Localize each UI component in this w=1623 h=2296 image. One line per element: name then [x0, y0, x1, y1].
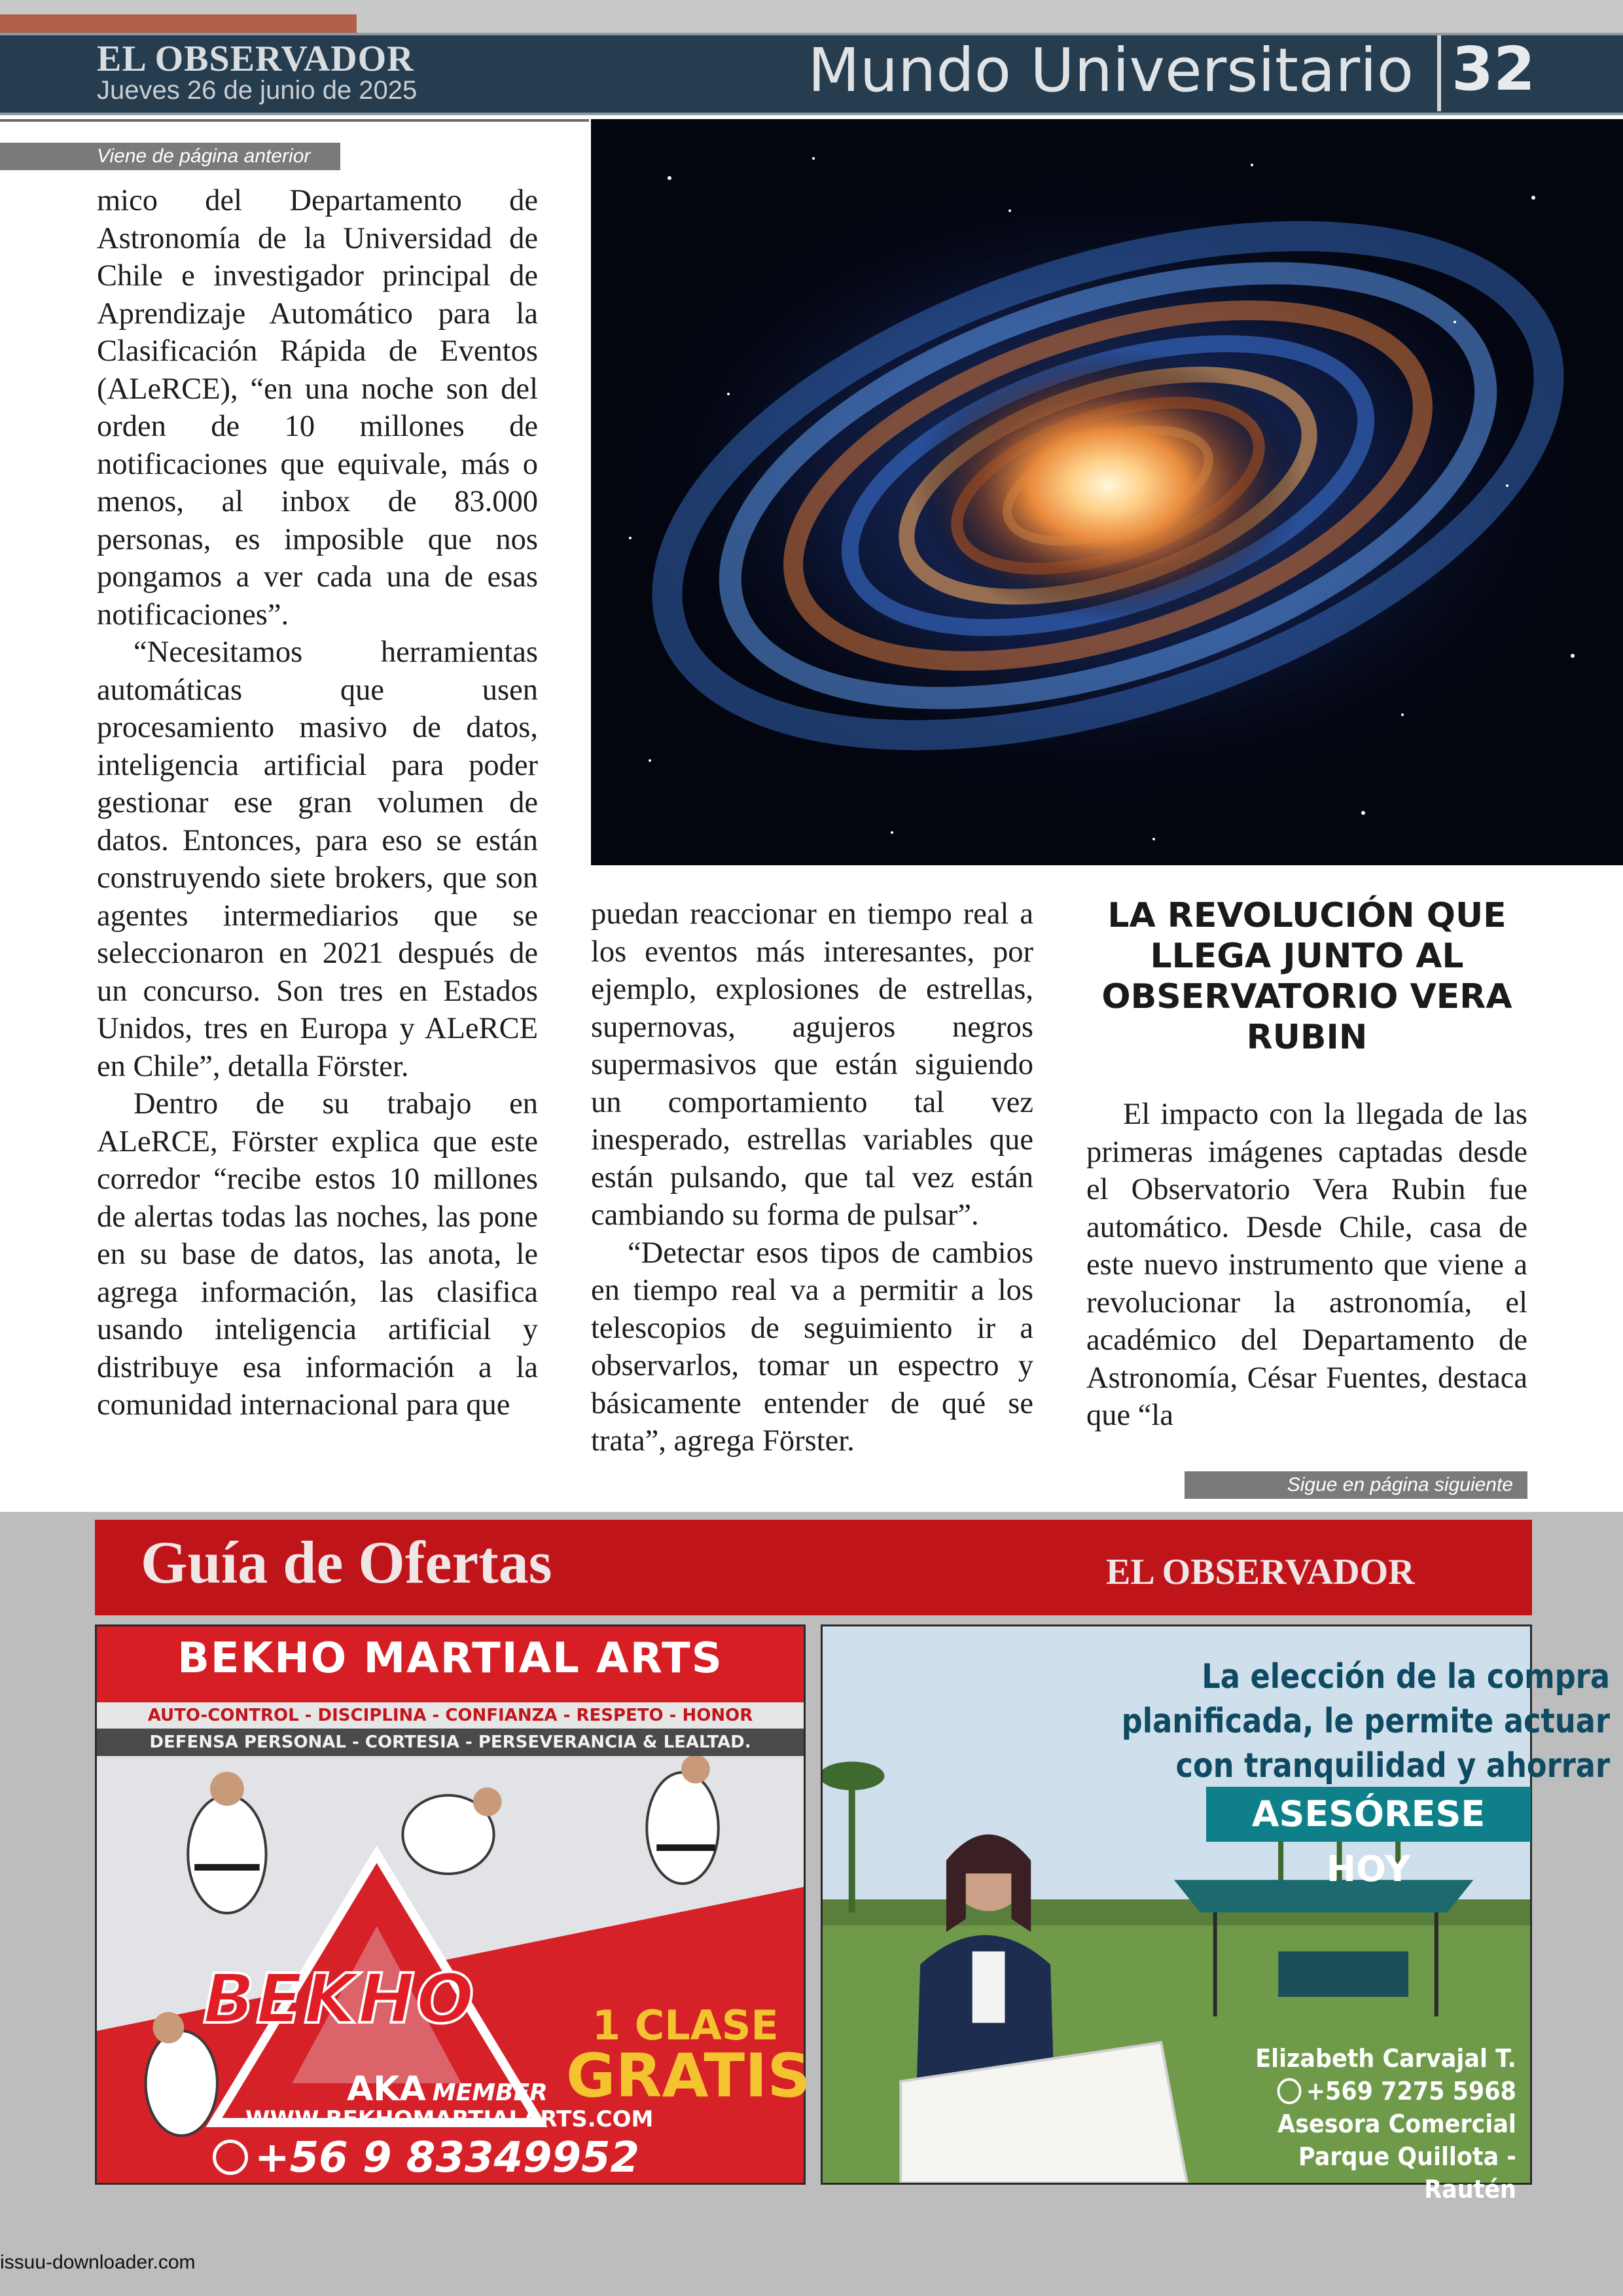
- article-paragraph: El impacto con la llegada de las primeras imágenes captadas desde el Observatorio Vera Rubin fue automático. Desde Chile, casa de este nuevo instrumento que viene a revolucionar la astronomía, el académico del Departamento de Astronomía, César Fuentes, destaca que “la: [1086, 1098, 1527, 1432]
- offers-banner-title: Guía de Ofertas: [141, 1529, 552, 1596]
- ad-headline-line: La elección de la compra: [1202, 1657, 1610, 1696]
- ad-headline-line: planificada, le permite actuar: [1121, 1702, 1610, 1741]
- continues-on-label: Sigue en página siguiente: [1185, 1471, 1527, 1499]
- aka-member-badge: [347, 2070, 548, 2109]
- ad-values-line-1: AUTO-CONTROL - DISCIPLINA - CONFIANZA - RESPETO - HONOR: [97, 1702, 804, 1729]
- article-column-left: [97, 182, 538, 1424]
- ad-values-line-2: DEFENSA PERSONAL - CORTESIA - PERSEVERANCIA & LEALTAD.: [97, 1729, 804, 1756]
- advisor-phone-number: +569 7275 5968: [1306, 2077, 1516, 2106]
- ad-phone[interactable]: [213, 2134, 639, 2182]
- aka-member-text: MEMBER: [432, 2079, 548, 2106]
- source-watermark: issuu-downloader.com: [0, 2251, 196, 2273]
- header-divider: [1437, 35, 1441, 111]
- masthead: EL OBSERVADOR: [97, 39, 414, 79]
- ad-phone-number: +56 9 83349952: [255, 2134, 640, 2182]
- ad-headline: [1103, 1655, 1610, 1788]
- promo-line-1: 1 CLASE: [592, 2001, 779, 2049]
- article-paragraph: puedan reaccionar en tiempo real a los eventos más interesantes, por ejemplo, explosiones de estrellas, supernovas, agujeros negros supermasivos que están siguiendo un comportamiento tal vez inesperado, estrellas variables que están pulsando, que tal vez están cambiando su forma de pulsar”.: [591, 897, 1033, 1232]
- promo-line-2: GRATIS: [566, 2041, 811, 2111]
- galaxy-photo: [591, 119, 1623, 865]
- article-paragraph: mico del Departamento de Astronomía de la Universidad de Chile e investigador principal de Aprendizaje Automático para la Clasificación Rápida de Eventos (ALeRCE), “en una noche son del orden de 10 millones de notificaciones que equivale, más o menos, al inbox de 83.000 personas, es imposible que nos pongamos a ver cada una de esas notificaciones”.: [97, 184, 538, 632]
- subheadline: LA REVOLUCIÓN QUE LLEGA JUNTO AL OBSERVATORIO VERA RUBIN: [1101, 896, 1512, 1057]
- article-paragraph: “Detectar esos tipos de cambios en tiempo real va a permitir a los telescopios de seguimiento ir a observarlos, tomar un espectro y básicamente entender de qué se trata”, agrega Förster.: [591, 1236, 1033, 1458]
- article-paragraph: “Necesitamos herramientas automáticas que usen procesamiento masivo de datos, inteligencia artificial para poder gestionar ese gran volumen de datos. Entonces, para eso se están construyendo siete brokers, que son agentes intermediarios que se seleccionaron en 2021 después de un concurso. Son tres en Estados Unidos, tres en Europa y ALeRCE en Chile”, detalla Förster.: [97, 636, 538, 1083]
- ad-brand-name: BEKHO MARTIAL ARTS: [177, 1634, 723, 1683]
- publication-date: Jueves 26 de junio de 2025: [97, 76, 418, 105]
- aka-mark: AKA: [347, 2070, 426, 2109]
- advisor-phone[interactable]: [1232, 2075, 1516, 2108]
- advisor-contact: [1232, 2042, 1531, 2206]
- bekho-logo: BEKHO: [203, 1959, 476, 2039]
- section-title: Mundo Universitario: [808, 35, 1414, 105]
- article-column-right: [1086, 895, 1527, 1435]
- phone-icon: [213, 2140, 248, 2175]
- ad-website[interactable]: WWW.BEKHOMARTIALARTS.COM: [245, 2106, 654, 2132]
- advisor-location: Parque Quillota - Rautén: [1298, 2142, 1516, 2204]
- galaxy-illustration: [591, 119, 1623, 865]
- ad-headline-line: con tranquilidad y ahorrar: [1175, 1746, 1610, 1785]
- header-rule: [0, 119, 589, 122]
- whatsapp-icon: [1277, 2078, 1302, 2104]
- header-accent-bar: [0, 14, 357, 33]
- advise-cta-button[interactable]: ASESÓRESE HOY: [1206, 1787, 1531, 1842]
- advisor-name: Elizabeth Carvajal T.: [1255, 2044, 1516, 2073]
- continued-from-label: Viene de página anterior: [0, 143, 340, 170]
- article-column-middle: [591, 895, 1033, 1460]
- offers-banner-brand: EL OBSERVADOR: [1106, 1552, 1415, 1592]
- article-paragraph: Dentro de su trabajo en ALeRCE, Förster explica que este corredor “recibe estos 10 millones de alertas todas las noches, las pone en su base de datos, las anota, le agrega información, las clasifica usando inteligencia artificial y distribuye esa información a la comunidad internacional para que: [97, 1087, 538, 1422]
- page-number: 32: [1452, 34, 1536, 104]
- advisor-role: Asesora Comercial: [1277, 2109, 1516, 2138]
